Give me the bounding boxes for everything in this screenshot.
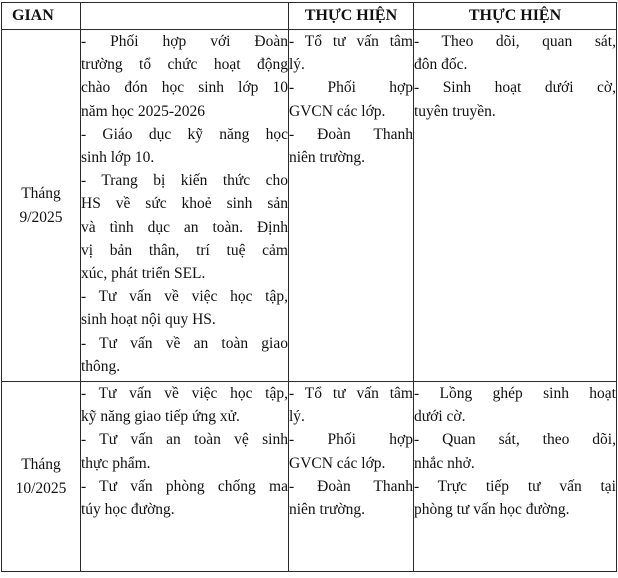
time-label: Tháng [21,456,61,474]
cell-line: lý. [289,56,305,74]
header-performers: THỰC HIỆN [289,3,414,30]
cell-line: sinh lớp 10. [81,149,155,167]
cell-line: nhắc nhở. [414,454,475,472]
time-cell [2,382,81,572]
cell-line: và tình dục an toàn. Định [81,218,288,236]
time-label: 9/2025 [19,208,63,226]
cell-line: GVCN các lớp. [289,102,386,120]
cell-line: thông. [81,357,121,375]
header-row [2,3,617,30]
cell-line: - Tổ tư vấn tâm [289,385,413,402]
cell-line: - Lồng ghép sinh hoạt [414,385,616,402]
cell-line: - Tư vấn an toàn vệ sinh [81,431,288,449]
content-cell [81,30,289,382]
time-label: Tháng [21,185,61,203]
cell-line: thực phẩm. [81,454,151,472]
table-row [2,382,617,572]
cell-line: phòng tư vấn học đường. [414,501,570,519]
cell-line: - Tư vấn về an toàn giao [81,334,288,352]
cell-line: HS về sức khoẻ sinh sản [81,195,288,213]
cell-line: niên trường. [289,501,366,519]
cell-line: - Theo dõi, quan sát, [414,33,616,50]
header-methods: THỰC HIỆN [414,3,617,30]
cell-line: tuyên truyền. [414,102,496,120]
header-content [81,3,289,30]
cell-line: đôn đốc. [414,56,468,74]
cell-line: GVCN các lớp. [289,454,386,472]
cell-line: - Trang bị kiến thức cho [81,172,288,190]
cell-line: - Giáo dục kỹ năng học [81,125,288,143]
time-label: 10/2025 [15,479,67,497]
cell-line: sinh hoạt nội quy HS. [81,311,216,329]
methods-cell [414,30,617,382]
cell-line: - Sinh hoạt dưới cờ, [414,79,616,97]
cell-line: xúc, phát triển SEL. [81,265,206,283]
cell-line: kỹ năng giao tiếp ứng xử. [81,408,240,426]
cell-line: năm học 2025-2026 [81,102,205,120]
cell-line: - Tư vấn về việc học tập, [81,385,288,402]
cell-line: chào đón học sinh lớp 10 [81,79,288,97]
performers-cell [289,30,414,382]
header-time: GIAN [2,3,81,30]
performers-cell [289,382,414,572]
plan-table [1,2,617,572]
cell-line: trường tổ chức hoạt động [81,56,288,74]
table-row [2,30,617,382]
cell-line: - Tổ tư vấn tâm [289,33,413,50]
cell-line: - Tư vấn phòng chống ma [81,477,288,495]
cell-line: - Đoàn Thanh [289,477,413,495]
content-cell [81,382,289,572]
cell-line: vị bản thân, trí tuệ cảm [81,241,288,259]
cell-line: - Quan sát, theo dõi, [414,431,616,449]
time-cell [2,30,81,382]
cell-line: túy học đường. [81,501,175,519]
cell-line: niên trường. [289,149,366,167]
cell-line: - Phối hợp [289,79,413,97]
cell-line: dưới cờ. [414,408,466,426]
cell-line: lý. [289,408,305,426]
cell-line: - Đoàn Thanh [289,125,413,143]
cell-line: - Trực tiếp tư vấn tại [414,477,616,495]
cell-line: - Tư vấn về việc học tập, [81,288,288,306]
methods-cell [414,382,617,572]
cell-line: - Phối hợp [289,431,413,449]
cell-line: - Phối hợp với Đoàn [81,33,288,50]
